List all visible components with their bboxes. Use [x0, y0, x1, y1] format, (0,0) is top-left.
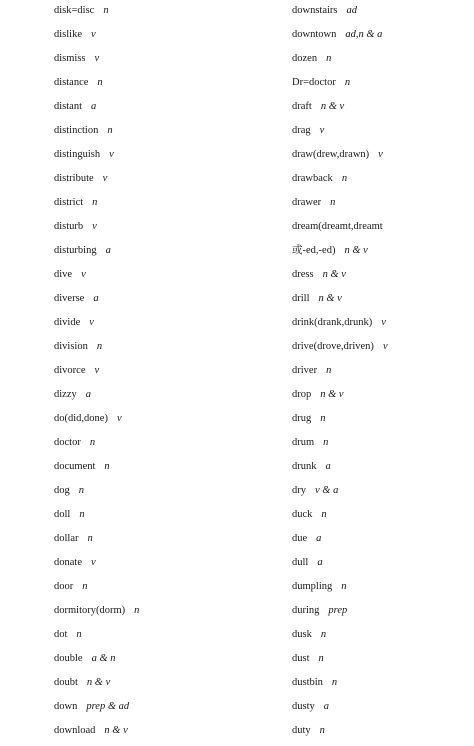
- entry-word: dozen: [292, 53, 318, 64]
- entry-part-of-speech: a: [323, 701, 330, 712]
- entry-word: dislike: [54, 29, 82, 40]
- entry-word: due: [292, 533, 308, 544]
- word-entry: [292, 719, 470, 743]
- entry-part-of-speech: n: [321, 509, 327, 520]
- word-entry: [292, 311, 470, 335]
- word-entry: [54, 503, 274, 527]
- entry-word: distant: [54, 101, 82, 112]
- entry-word: drop: [292, 389, 312, 400]
- entry-word: drag: [292, 125, 311, 136]
- word-entry: [292, 527, 470, 551]
- entry-part-of-speech: n: [344, 77, 351, 88]
- word-entry: [292, 335, 470, 359]
- entry-part-of-speech: n & v: [104, 725, 128, 736]
- word-entry: [54, 407, 274, 431]
- entry-word: draft: [292, 101, 312, 112]
- word-entry: [54, 263, 274, 287]
- entry-part-of-speech: n: [103, 5, 109, 16]
- word-entry: [54, 119, 274, 143]
- entry-word: double: [54, 653, 83, 664]
- entry-part-of-speech: n & v: [320, 389, 344, 400]
- word-entry: [54, 47, 274, 71]
- entry-part-of-speech: v: [91, 29, 96, 40]
- entry-part-of-speech: ad,n & a: [345, 29, 383, 40]
- entry-part-of-speech: v: [382, 341, 388, 352]
- entry-word: driver: [292, 365, 318, 376]
- word-entry: [292, 671, 470, 695]
- entry-part-of-speech: n: [323, 437, 329, 448]
- entry-word: download: [54, 725, 96, 736]
- word-entry: [54, 383, 274, 407]
- entry-word: downstairs: [292, 5, 338, 16]
- word-entry: [292, 479, 470, 503]
- entry-part-of-speech: n: [320, 413, 326, 424]
- entry-part-of-speech: v: [92, 221, 97, 232]
- word-entry: [292, 695, 470, 719]
- entry-part-of-speech: n: [96, 341, 103, 352]
- entry-part-of-speech: n: [318, 653, 324, 664]
- entry-part-of-speech: n: [331, 677, 338, 688]
- word-entry: [292, 191, 470, 215]
- entry-part-of-speech: n: [76, 629, 82, 640]
- word-entry: [292, 503, 470, 527]
- word-entry: [292, 71, 470, 95]
- word-entry: [54, 335, 274, 359]
- word-entry: [292, 599, 470, 623]
- entry-part-of-speech: n: [341, 173, 348, 184]
- entry-word: dive: [54, 269, 73, 280]
- entry-part-of-speech: v: [378, 149, 383, 160]
- entry-word: downtown: [292, 29, 337, 40]
- entry-word: do(did,done): [54, 413, 108, 424]
- word-entry: [292, 239, 470, 263]
- entry-part-of-speech: n: [92, 197, 98, 208]
- entry-part-of-speech: v: [102, 173, 108, 184]
- entry-part-of-speech: n: [341, 581, 347, 592]
- entry-part-of-speech: n: [330, 197, 336, 208]
- entry-word: distance: [54, 77, 89, 88]
- word-entry: [292, 431, 470, 455]
- word-entry: [292, 0, 470, 23]
- entry-part-of-speech: prep & ad: [86, 701, 130, 712]
- entry-word: disturbing: [54, 245, 97, 256]
- entry-part-of-speech: a: [105, 245, 111, 256]
- word-entry: [292, 47, 470, 71]
- entry-word: dull: [292, 557, 309, 568]
- entry-word: dust: [292, 653, 310, 664]
- entry-word: during: [292, 605, 320, 616]
- entry-word: doll: [54, 509, 71, 520]
- entry-part-of-speech: n: [326, 365, 332, 376]
- entry-word: document: [54, 461, 96, 472]
- entry-word: distribute: [54, 173, 94, 184]
- entry-part-of-speech: n: [78, 485, 84, 496]
- word-entry: [54, 575, 274, 599]
- entry-part-of-speech: a: [93, 293, 99, 304]
- entry-word: district: [54, 197, 84, 208]
- entry-word: dumpling: [292, 581, 333, 592]
- word-entry: [292, 119, 470, 143]
- word-entry: [54, 191, 274, 215]
- entry-word: down: [54, 701, 78, 712]
- entry-part-of-speech: n & v: [318, 293, 342, 304]
- entry-word: dollar: [54, 533, 79, 544]
- word-entry: [292, 143, 470, 167]
- entry-word: doctor: [54, 437, 81, 448]
- entry-part-of-speech: n: [319, 725, 325, 736]
- word-entry: [54, 311, 274, 335]
- entry-part-of-speech: n & v: [344, 245, 368, 256]
- entry-part-of-speech: n: [107, 125, 113, 136]
- entry-part-of-speech: n: [320, 629, 327, 640]
- entry-word: drink(drank,drunk): [292, 317, 373, 328]
- word-entry: [54, 0, 274, 23]
- entry-word: dismiss: [54, 53, 86, 64]
- entry-word: donate: [54, 557, 82, 568]
- entry-part-of-speech: v: [116, 413, 122, 424]
- word-entry: [54, 695, 274, 719]
- entry-part-of-speech: v: [381, 317, 386, 328]
- entry-word: disk=disc: [54, 5, 95, 16]
- word-entry: [54, 143, 274, 167]
- entry-word: drawer: [292, 197, 322, 208]
- entry-word: 或-ed,-ed): [292, 245, 336, 256]
- entry-part-of-speech: v: [94, 53, 100, 64]
- word-entry: [292, 287, 470, 311]
- word-entry: [292, 167, 470, 191]
- word-entry: [54, 719, 274, 743]
- entry-part-of-speech: prep: [328, 605, 348, 616]
- entry-part-of-speech: n: [89, 437, 96, 448]
- entry-part-of-speech: a: [317, 557, 323, 568]
- word-entry: [54, 479, 274, 503]
- entry-part-of-speech: n & v: [322, 269, 346, 280]
- word-entry: [54, 215, 274, 239]
- word-entry: [292, 623, 470, 647]
- entry-part-of-speech: n: [134, 605, 140, 616]
- word-entry: [292, 95, 470, 119]
- entry-part-of-speech: n: [104, 461, 110, 472]
- entry-word: drum: [292, 437, 315, 448]
- entry-word: divorce: [54, 365, 86, 376]
- right-word-column: [292, 0, 470, 743]
- word-entry: [54, 671, 274, 695]
- entry-part-of-speech: v: [89, 317, 94, 328]
- word-entry: [292, 407, 470, 431]
- entry-part-of-speech: a: [85, 389, 91, 400]
- entry-part-of-speech: n: [82, 581, 88, 592]
- entry-part-of-speech: a & n: [91, 653, 116, 664]
- word-entry: [54, 527, 274, 551]
- entry-word: dusty: [292, 701, 315, 712]
- entry-word: dream(dreamt,dreamt: [292, 221, 383, 232]
- entry-part-of-speech: v: [94, 365, 100, 376]
- word-entry: [292, 359, 470, 383]
- entry-part-of-speech: v: [109, 149, 114, 160]
- entry-word: dustbin: [292, 677, 323, 688]
- entry-word: Dr=doctor: [292, 77, 336, 88]
- word-entry: [292, 647, 470, 671]
- entry-word: distinction: [54, 125, 99, 136]
- entry-word: doubt: [54, 677, 78, 688]
- entry-word: dry: [292, 485, 306, 496]
- word-entry: [54, 455, 274, 479]
- entry-part-of-speech: v: [91, 557, 96, 568]
- entry-part-of-speech: v: [319, 125, 325, 136]
- entry-part-of-speech: n: [97, 77, 103, 88]
- entry-word: dog: [54, 485, 70, 496]
- entry-word: distinguish: [54, 149, 101, 160]
- entry-part-of-speech: n: [79, 509, 85, 520]
- entry-word: disturb: [54, 221, 84, 232]
- word-entry: [54, 95, 274, 119]
- entry-word: dot: [54, 629, 68, 640]
- entry-part-of-speech: v: [81, 269, 86, 280]
- entry-part-of-speech: n & v: [320, 101, 345, 112]
- word-entry: [54, 599, 274, 623]
- entry-word: drawback: [292, 173, 333, 184]
- word-entry: [292, 23, 470, 47]
- entry-part-of-speech: a: [316, 533, 322, 544]
- word-entry: [54, 23, 274, 47]
- entry-word: duty: [292, 725, 311, 736]
- word-entry: [54, 359, 274, 383]
- entry-word: dress: [292, 269, 314, 280]
- entry-word: dusk: [292, 629, 312, 640]
- entry-word: drunk: [292, 461, 317, 472]
- entry-word: division: [54, 341, 88, 352]
- entry-word: duck: [292, 509, 313, 520]
- entry-part-of-speech: n & v: [86, 677, 111, 688]
- entry-part-of-speech: ad: [346, 5, 357, 16]
- entry-word: door: [54, 581, 74, 592]
- entry-word: drug: [292, 413, 312, 424]
- word-entry: [292, 383, 470, 407]
- entry-word: divide: [54, 317, 81, 328]
- word-entry: [292, 575, 470, 599]
- entry-part-of-speech: v & a: [315, 485, 339, 496]
- entry-word: diverse: [54, 293, 85, 304]
- word-entry: [54, 551, 274, 575]
- word-entry: [54, 287, 274, 311]
- word-entry: [292, 215, 470, 239]
- entry-part-of-speech: n: [326, 53, 332, 64]
- entry-part-of-speech: n: [87, 533, 93, 544]
- word-entry: [292, 263, 470, 287]
- entry-word: dizzy: [54, 389, 77, 400]
- entry-part-of-speech: a: [325, 461, 331, 472]
- word-entry: [292, 551, 470, 575]
- left-word-column: [54, 0, 274, 743]
- word-entry: [54, 71, 274, 95]
- entry-part-of-speech: a: [91, 101, 97, 112]
- entry-word: drive(drove,driven): [292, 341, 374, 352]
- word-entry: [54, 647, 274, 671]
- entry-word: draw(drew,drawn): [292, 149, 370, 160]
- word-entry: [54, 623, 274, 647]
- word-entry: [54, 431, 274, 455]
- entry-word: dormitory(dorm): [54, 605, 126, 616]
- entry-word: drill: [292, 293, 310, 304]
- word-entry: [54, 167, 274, 191]
- word-entry: [292, 455, 470, 479]
- word-entry: [54, 239, 274, 263]
